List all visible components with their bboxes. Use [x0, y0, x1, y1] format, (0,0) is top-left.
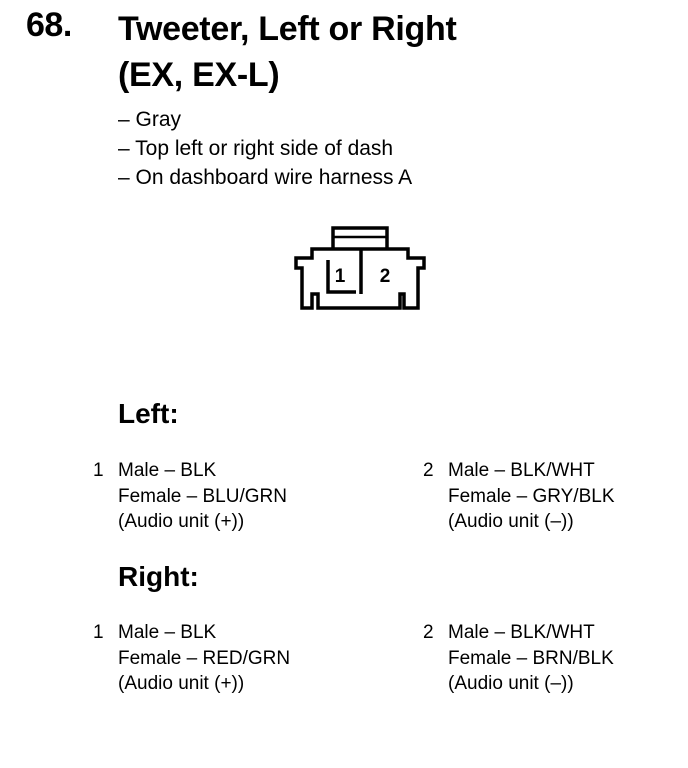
male-wire: Male – BLK	[118, 622, 217, 643]
pin-number: 1	[93, 622, 104, 643]
detail-color: – Gray	[118, 108, 182, 131]
female-wire: Female – RED/GRN	[118, 647, 291, 669]
female-wire: Female – BLU/GRN	[118, 485, 287, 507]
male-wire: Male – BLK/WHT	[448, 622, 595, 643]
connector-number: 68.	[26, 6, 72, 44]
male-wire: Male – BLK	[118, 460, 217, 481]
pin-label-1: 1	[334, 266, 346, 287]
connector-latch	[333, 228, 387, 249]
title-line-2: (EX, EX-L)	[118, 56, 280, 94]
pin-label-2: 2	[379, 266, 391, 287]
detail-location: – Top left or right side of dash	[118, 137, 394, 160]
section-heading-right: Right:	[118, 561, 199, 592]
pin-note: (Audio unit (+))	[118, 673, 245, 694]
male-wire: Male – BLK/WHT	[448, 460, 595, 481]
connector-diagram	[290, 222, 430, 318]
pin-note: (Audio unit (–))	[448, 673, 574, 694]
title-line-1: Tweeter, Left or Right	[118, 10, 457, 48]
pin-number: 2	[423, 460, 434, 481]
pin-note: (Audio unit (+))	[118, 511, 245, 532]
connector-details	[118, 105, 412, 192]
female-wire: Female – GRY/BLK	[448, 485, 615, 507]
detail-harness: – On dashboard wire harness A	[118, 166, 413, 189]
pin-number: 2	[423, 622, 434, 643]
connector-title	[118, 6, 456, 98]
pin-number: 1	[93, 460, 104, 481]
female-wire: Female – BRN/BLK	[448, 647, 614, 669]
section-heading-left: Left:	[118, 398, 179, 429]
pin-note: (Audio unit (–))	[448, 511, 574, 532]
